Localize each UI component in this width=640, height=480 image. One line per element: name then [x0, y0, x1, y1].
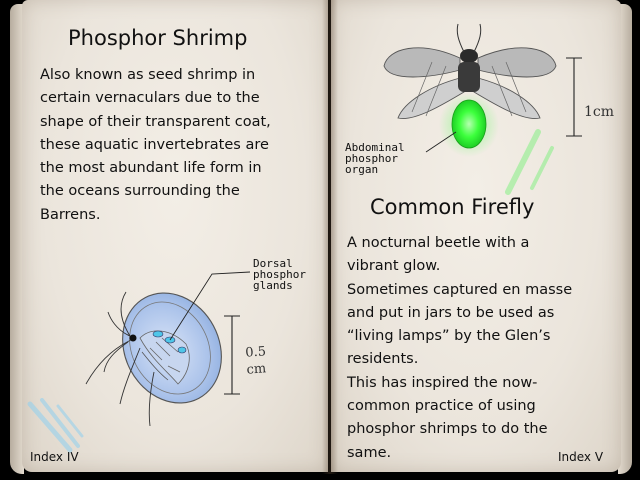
abdominal-phosphor-organ: [452, 100, 486, 148]
firefly-line: phosphor shrimps to do the: [347, 421, 548, 438]
index-iv: Index IV: [30, 450, 79, 464]
firefly-line: and put in jars to be used as: [347, 304, 555, 321]
firefly-upper-left-wing: [384, 48, 460, 77]
firefly-line: common practice of using: [347, 398, 536, 415]
label-line: Dorsal: [253, 257, 293, 270]
firefly-illustration: [384, 24, 582, 157]
firefly-upper-right-wing: [478, 48, 556, 77]
shrimp-scale-bar: [224, 316, 240, 394]
firefly-head: [460, 49, 478, 63]
firefly-thorax: [458, 62, 480, 92]
shrimp-line: the most abundant life form in: [40, 160, 262, 177]
green-ink-strokes: [508, 132, 552, 192]
shrimp-line: shape of their transparent coat,: [40, 113, 271, 130]
label-line: Abdominal: [345, 141, 405, 154]
shrimp-line: Barrens.: [40, 206, 101, 223]
shrimp-line: the oceans surrounding the: [40, 183, 240, 200]
shrimp-line: these aquatic invertebrates are: [40, 136, 269, 153]
label-line: organ: [345, 163, 379, 176]
firefly-title: Common Firefly: [370, 195, 535, 219]
firefly-scale-label: 1cm: [584, 104, 615, 120]
dorsal-gland: [153, 331, 163, 337]
scale-line: cm: [246, 361, 267, 378]
label-line: phosphor: [345, 152, 398, 165]
shrimp-line: certain vernaculars due to the: [40, 90, 260, 107]
dorsal-gland: [178, 347, 186, 353]
firefly-line: residents.: [347, 351, 419, 368]
firefly-scale-bar: [566, 58, 582, 136]
label-line: glands: [253, 279, 293, 292]
firefly-line: same.: [347, 444, 392, 461]
shrimp-illustration: [86, 272, 250, 426]
scale-line: 0.5: [244, 344, 267, 361]
firefly-line: “living lamps” by the Glen’s: [347, 328, 551, 345]
label-line: phosphor: [253, 268, 306, 281]
index-v: Index V: [558, 450, 604, 464]
shrimp-title: Phosphor Shrimp: [68, 26, 248, 50]
firefly-line: A nocturnal beetle with a: [347, 235, 530, 251]
firefly-line: vibrant glow.: [347, 258, 441, 275]
firefly-line: This has inspired the now-: [347, 374, 538, 391]
firefly-antennae: [457, 24, 481, 52]
firefly-line: Sometimes captured en masse: [347, 281, 573, 298]
blue-ink-strokes: [30, 400, 82, 450]
shrimp-line: Also known as seed shrimp in: [40, 67, 256, 83]
